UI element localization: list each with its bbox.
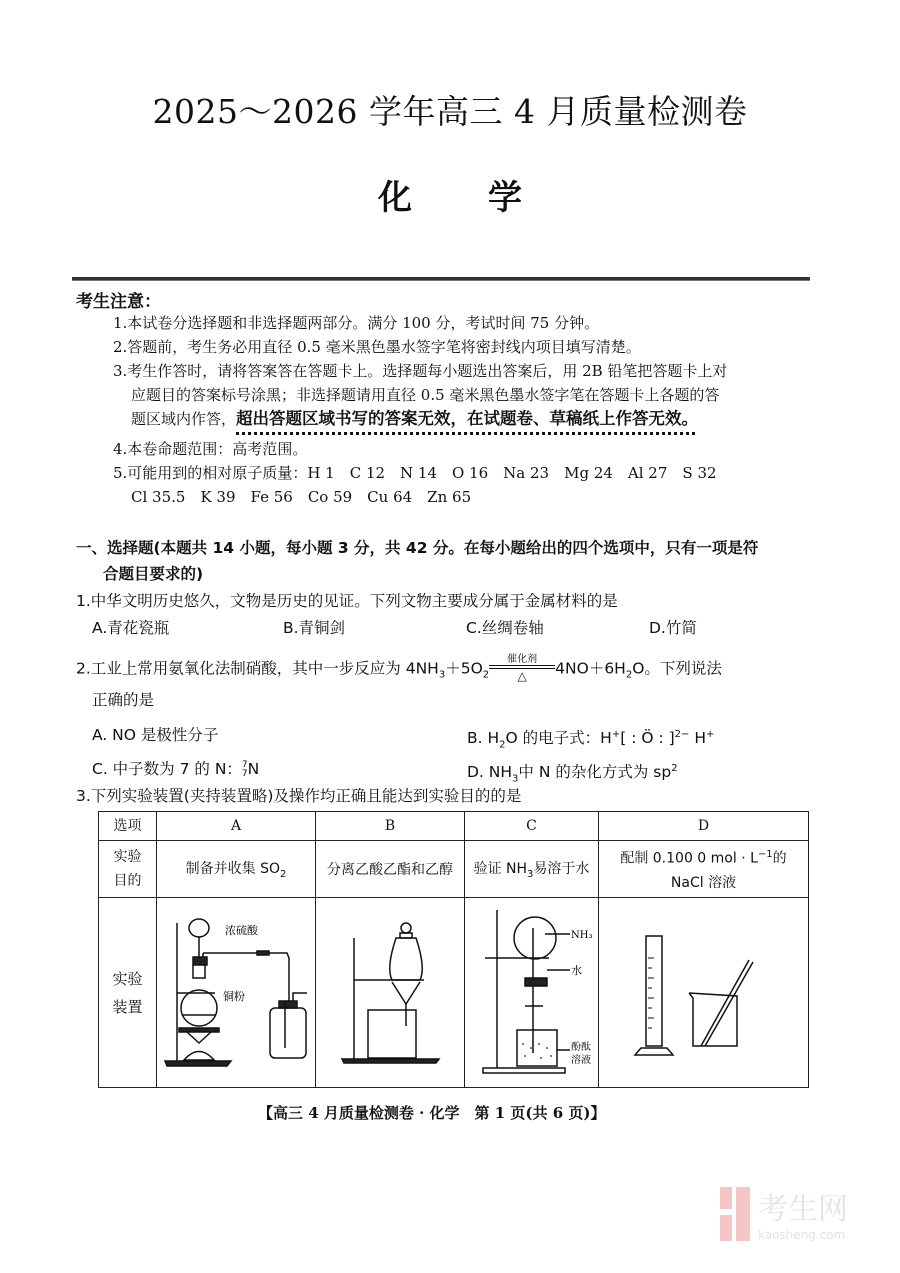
q1-stem: 1.中华文明历史悠久，文物是历史的见证。下列文物主要成分属于金属材料的是 (76, 592, 618, 610)
purpose-c-sub: 3 (527, 868, 534, 880)
notice-item-2: 2.答题前，考生务必用直径 0.5 毫米黑色墨水签字笔将密封线内项目填写清楚。 (113, 338, 641, 356)
q2-stem (76, 655, 722, 688)
q1-option-a[interactable]: A.青花瓷瓶 (92, 619, 170, 637)
purpose-c-t1: 验证 NH (473, 861, 528, 878)
q2d-s2: 2 (671, 763, 678, 774)
q2d-t1: D. NH (467, 763, 513, 782)
label-nh3: NH₃ (571, 930, 593, 941)
row-label-apparatus (99, 898, 157, 1088)
apparatus-d (599, 898, 809, 1088)
q2-option-b[interactable] (467, 723, 714, 757)
reaction-arrow (489, 655, 555, 683)
q2-text-3: 4NO＋6H (555, 659, 626, 678)
apparatus-label-2: 装置 (112, 997, 143, 1016)
heat-symbol: △ (517, 669, 527, 683)
q2c-t2: N (247, 760, 260, 778)
notice-heading: 考生注意： (76, 292, 161, 312)
atomic-number: 7 (241, 768, 248, 779)
label-phenolphthalein: 酚酞 (571, 1042, 591, 1053)
subject-title (0, 170, 900, 219)
q2b-s4: + (706, 729, 715, 740)
q2b-s3: 2− (674, 729, 690, 740)
notice-item-5-cont: Cl 35.5 K 39 Fe 56 Co 59 Cu 64 Zn 65 (131, 488, 472, 506)
q2b-s2: + (611, 729, 621, 740)
table-row-apparatus (99, 898, 809, 1088)
purpose-c-t2: 易溶于水 (533, 861, 590, 878)
graduated-cylinder-beaker-figure (599, 898, 808, 1083)
row-label-purpose (99, 841, 157, 898)
notice-item-5: 5.可能用到的相对原子质量：H 1 C 12 N 14 O 16 Na 23 Mg 24 Al 27 S 32 (113, 464, 717, 482)
purpose-c (465, 841, 599, 898)
purpose-d-t2: 的 (772, 850, 787, 867)
mass-number: 7 (241, 759, 248, 770)
q2b-t4: H (689, 729, 707, 748)
q2-sub-2b: 2 (625, 669, 633, 681)
subject-char-1: 化 (378, 178, 412, 218)
row-label-options: 选项 (99, 812, 157, 841)
notice-item-4: 4.本卷命题范围：高考范围。 (113, 440, 308, 458)
catalyst-label: 催化剂 (507, 654, 538, 665)
purpose-d (599, 841, 809, 898)
page-footer: 【高三 4 月质量检测卷 · 化学 第 1 页(共 6 页)】 (258, 1104, 606, 1122)
q2-option-c[interactable] (92, 757, 259, 781)
exam-title: 2025～2026 学年高三 4 月质量检测卷 (152, 92, 748, 131)
col-header-a: A (157, 812, 316, 841)
q2-option-a[interactable]: A. NO 是极性分子 (92, 726, 219, 744)
q1-option-c[interactable]: C.丝绸卷轴 (466, 619, 544, 637)
q2-stem-cont: 正确的是 (92, 691, 155, 709)
col-header-c: C (465, 812, 599, 841)
header-divider (72, 277, 810, 281)
table-row-options (99, 812, 809, 841)
purpose-a (157, 841, 316, 898)
purpose-d-sup: −1 (757, 849, 773, 861)
watermark-en: kaosheng.com (758, 1228, 846, 1242)
q2-text-1: 2.工业上常用氨氧化法制硝酸，其中一步反应为 4NH (76, 659, 439, 678)
q2b-s1: 2 (499, 739, 506, 751)
watermark-logo (720, 1179, 880, 1253)
q2b-t2: O 的电子式：H (505, 729, 612, 748)
purpose-a-sub: 2 (279, 868, 287, 880)
so2-generation-apparatus-figure (157, 898, 315, 1083)
notice-item-3-plain: 题区域内作答， (131, 410, 237, 428)
apparatus-a (157, 898, 316, 1088)
notice-item-3-cont: 应题目的答案标号涂黑；非选择题请用直径 0.5 毫米黑色墨水签字笔在答题卡上各题的答 (131, 386, 720, 404)
label-conc-sulfuric-acid: 浓硫酸 (225, 924, 258, 937)
notice-item-1: 1.本试卷分选择题和非选择题两部分。满分 100 分，考试时间 75 分钟。 (113, 314, 600, 332)
q2-text-2: ＋5O (445, 659, 483, 678)
apparatus-label-1: 实验 (112, 969, 143, 988)
kaosheng-logo-icon (720, 1179, 880, 1249)
purpose-label-1: 实验 (113, 849, 142, 865)
label-copper-powder: 铜粉 (223, 990, 245, 1003)
section-heading-cont: 合题目要求的) (103, 565, 204, 583)
purpose-d-t1: 配制 0.100 0 mol · L (620, 850, 758, 867)
q2b-t1: B. H (467, 729, 500, 748)
watermark-cn: 考生网 (758, 1192, 848, 1227)
purpose-b: 分离乙酸乙酯和乙醇 (316, 841, 465, 898)
table-row-purpose (99, 841, 809, 898)
apparatus-c (465, 898, 599, 1088)
notice-item-3-emphasis: 超出答题区域书写的答案无效，在试题卷、草稿纸上作答无效。 (236, 409, 699, 428)
q2d-s1: 3 (512, 773, 519, 785)
separatory-funnel-figure (316, 898, 464, 1083)
notice-item-3-cont2 (131, 407, 698, 431)
label-solution: 溶液 (571, 1055, 591, 1066)
purpose-label-2: 目的 (113, 873, 142, 889)
experiment-table (98, 811, 809, 1088)
label-water: 水 (571, 964, 582, 977)
fountain-experiment-figure (465, 898, 598, 1083)
section-heading: 一、选择题(本题共 14 小题，每小题 3 分，共 42 分。在每小题给出的四个选项中，只有一项是符 (76, 539, 759, 557)
col-header-b: B (316, 812, 465, 841)
q2c-t1: C. 中子数为 7 的 N： (92, 760, 242, 778)
purpose-a-text: 制备并收集 SO (185, 861, 280, 878)
q3-stem: 3.下列实验装置(夹持装置略)及操作均正确且能达到实验目的的是 (76, 787, 522, 805)
notice-item-3: 3.考生作答时，请将答案答在答题卡上。选择题每小题选出答案后，用 2B 铅笔把答题卡上对 (113, 362, 728, 380)
subject-char-2: 学 (488, 178, 522, 218)
q2-text-4: O。下列说法 (632, 659, 722, 678)
q1-option-b[interactable]: B.青铜剑 (283, 619, 346, 637)
col-header-d: D (599, 812, 809, 841)
purpose-d-line2: NaCl 溶液 (670, 874, 737, 891)
q2-sub-3: 3 (438, 669, 446, 681)
q2d-t2: 中 N 的杂化方式为 sp (518, 763, 672, 782)
q2-sub-2: 2 (482, 669, 490, 681)
q1-option-d[interactable]: D.竹简 (649, 619, 697, 637)
q2b-t3: [ : Ö : ] (620, 729, 675, 748)
apparatus-b (316, 898, 465, 1088)
